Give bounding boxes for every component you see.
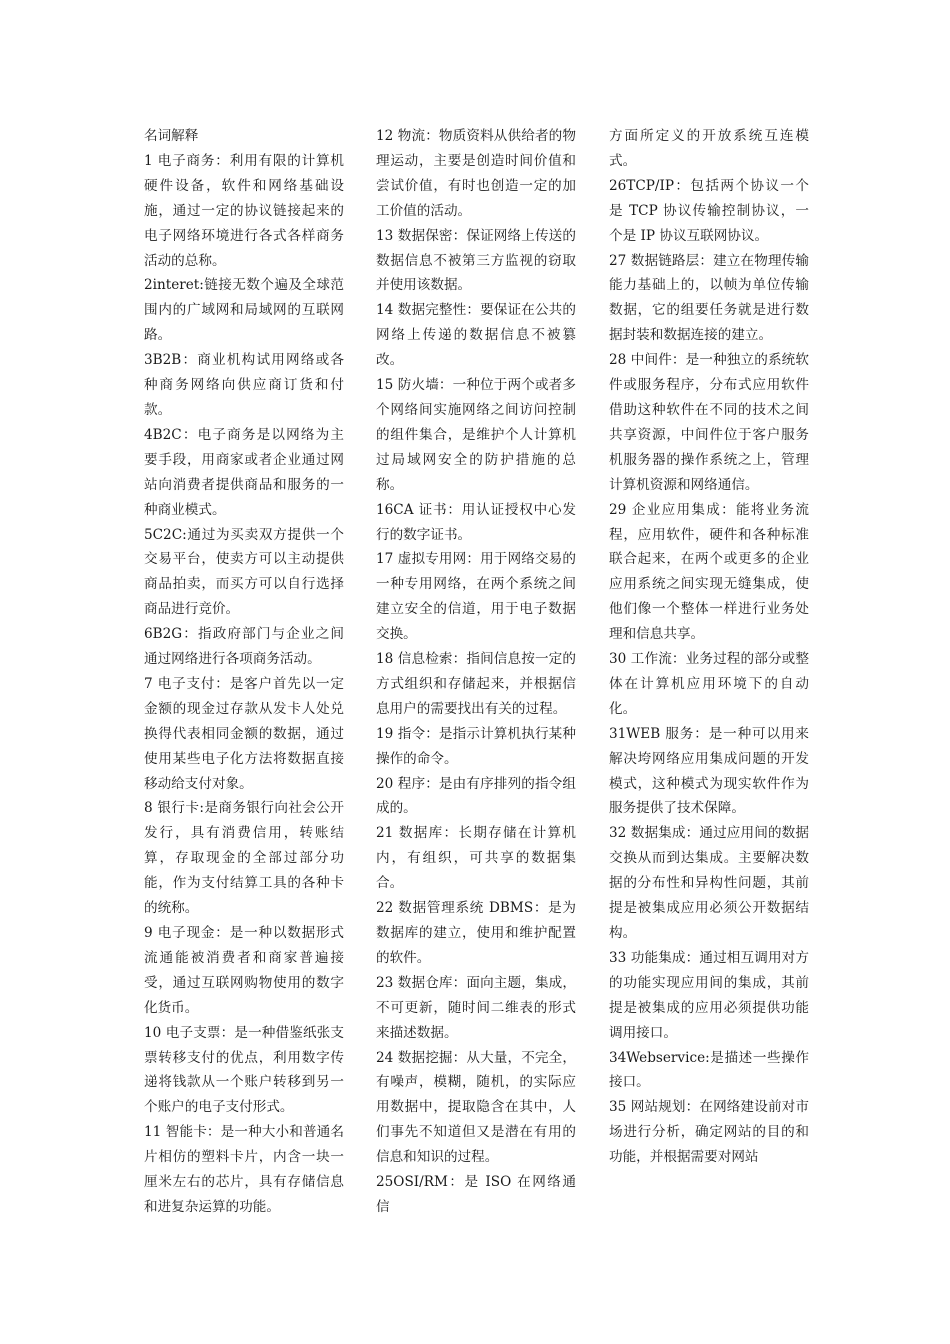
- term-definition: 25OSI/RM：是 ISO 在网络通信: [376, 1174, 576, 1215]
- text-column-1: [144, 124, 344, 1220]
- term-definition: 21 数据库：长期存储在计算机内，有组织，可共享的数据集合。: [376, 825, 576, 892]
- term-definition: 9 电子现金：是一种以数据形式流通能被消费者和商家普遍接受，通过互联网购物使用的数字化货币。: [144, 925, 344, 1016]
- term-definition: 20 程序：是由有序排列的指令组成的。: [376, 775, 576, 817]
- term-definition: 6B2G：指政府部门与企业之间通过网络进行各项商务活动。: [144, 626, 344, 668]
- term-definition: 24 数据挖掘：从大量，不完全，有噪声，模糊，随机，的实际应用数据中，提取隐含在其中，人们事先不知道但又是潜在有用的信息和知识的过程。: [376, 1049, 576, 1166]
- term-definition: 7 电子支付：是客户首先以一定金额的现金过存款从发卡人处兑换得代表相同金额的数据，通过使用某些电子化方法将数据直接移动给支付对象。: [144, 675, 344, 792]
- term-definition: 22 数据管理系统 DBMS：是为数据库的建立，使用和维护配置的软件。: [376, 900, 576, 966]
- term-definition: 13 数据保密：保证网络上传送的数据信息不被第三方监视的窃取并使用该数据。: [376, 227, 576, 294]
- term-definition: 12 物流：物质资料从供给者的物理运动，主要是创造时间价值和尝试价值，有时也创造一定的加工价值的活动。: [376, 128, 576, 219]
- term-definition: 1 电子商务：利用有限的计算机硬件设备，软件和网络基础设施，通过一定的协议链接起来的电子网络环境进行各式各样商务活动的总称。: [144, 152, 344, 269]
- term-definition: 19 指令：是指示计算机执行某种操作的命令。: [376, 725, 576, 767]
- term-definition: 11 智能卡：是一种大小和普通名片相仿的塑料卡片，内含一块一厘米左右的芯片，具有存储信息和进复杂运算的功能。: [144, 1124, 344, 1215]
- term-definition: 3B2B：商业机构试用网络或各种商务网络向供应商订货和付款。: [144, 352, 344, 418]
- term-definition: 23 数据仓库：面向主题，集成，不可更新，随时间二维表的形式来描述数据。: [376, 974, 576, 1041]
- term-definition: 5C2C:通过为买卖双方提供一个交易平台，使卖方可以主动提供商品拍卖，而买方可以自行选择商品进行竞价。: [144, 526, 344, 618]
- term-definition: 方面所定义的开放系统互连模式。: [609, 128, 809, 169]
- term-definition: 30 工作流：业务过程的部分或整体在计算机应用环境下的自动化。: [609, 651, 809, 717]
- term-definition: 17 虚拟专用网：用于网络交易的一种专用网络，在两个系统之间建立安全的信道，用于电子数据交换。: [376, 551, 576, 643]
- term-definition: 16CA 证书：用认证授权中心发行的数字证书。: [376, 501, 576, 543]
- term-definition: 31WEB 服务：是一种可以用来解决垮网络应用集成问题的开发模式，这种模式为现实软件作为服务提供了技术保障。: [609, 725, 809, 817]
- term-definition: 35 网站规划：在网络建设前对市场进行分析，确定网站的目的和功能，并根据需要对网站: [609, 1099, 809, 1166]
- section-heading: 名词解释: [144, 128, 199, 144]
- term-definition: 10 电子支票：是一种借鉴纸张支票转移支付的优点，利用数字传递将钱款从一个账户转移到另一个账户的电子支付形式。: [144, 1024, 344, 1116]
- term-definition: 29 企业应用集成：能将业务流程，应用软件，硬件和各种标准联合起来，在两个或更多的企业应用系统之间实现无缝集成，使他们像一个整体一样进行业务处理和信息共享。: [609, 501, 809, 643]
- term-definition: 32 数据集成：通过应用间的数据交换从而到达集成。主要解决数据的分布性和异构性问题，其前提是被集成应用必须公开数据结构。: [609, 825, 809, 941]
- term-definition: 28 中间件：是一种独立的系统软件或服务程序，分布式应用软件借助这种软件在不同的技术之间共享资源，中间件位于客户服务机服务器的操作系统之上，管理计算机资源和网络通信。: [609, 352, 809, 493]
- term-definition: 27 数据链路层：建立在物理传输能力基础上的，以帧为单位传输数据，它的组要任务就是进行数据封装和数据连接的建立。: [609, 252, 809, 344]
- term-definition: 2interet:链接无数个遍及全球范围内的广域网和局域网的互联网路。: [144, 277, 344, 344]
- term-definition: 15 防火墙：一种位于两个或者多个网络间实施网络之间访问控制的组件集合，是维护个人计算机过局域网安全的防护措施的总称。: [376, 377, 576, 493]
- term-definition: 8 银行卡:是商务银行向社会公开发行，具有消费信用，转账结算，存取现金的全部过部分功能，作为支付结算工具的各种卡的统称。: [144, 800, 344, 917]
- term-definition: 18 信息检索：指间信息按一定的方式组织和存储起来，并根据信息用户的需要找出有关的过程。: [376, 651, 576, 717]
- term-definition: 4B2C：电子商务是以网络为主要手段，用商家或者企业通过网站向消费者提供商品和服务的一种商业模式。: [144, 426, 344, 518]
- term-definition: 14 数据完整性：要保证在公共的网络上传递的数据信息不被篡改。: [376, 302, 576, 369]
- term-definition: 33 功能集成：通过相互调用对方的功能实现应用间的集成，其前提是被集成的应用必须提供功能调用接口。: [609, 949, 809, 1041]
- text-column-3: [609, 124, 809, 1170]
- term-definition: 26TCP/IP：包括两个协议一个是 TCP 协议传输控制协议，一个是 IP 协议互联网协议。: [609, 177, 809, 244]
- text-column-2: [376, 124, 576, 1220]
- term-definition: 34Webservice:是描述一些操作接口。: [609, 1049, 809, 1091]
